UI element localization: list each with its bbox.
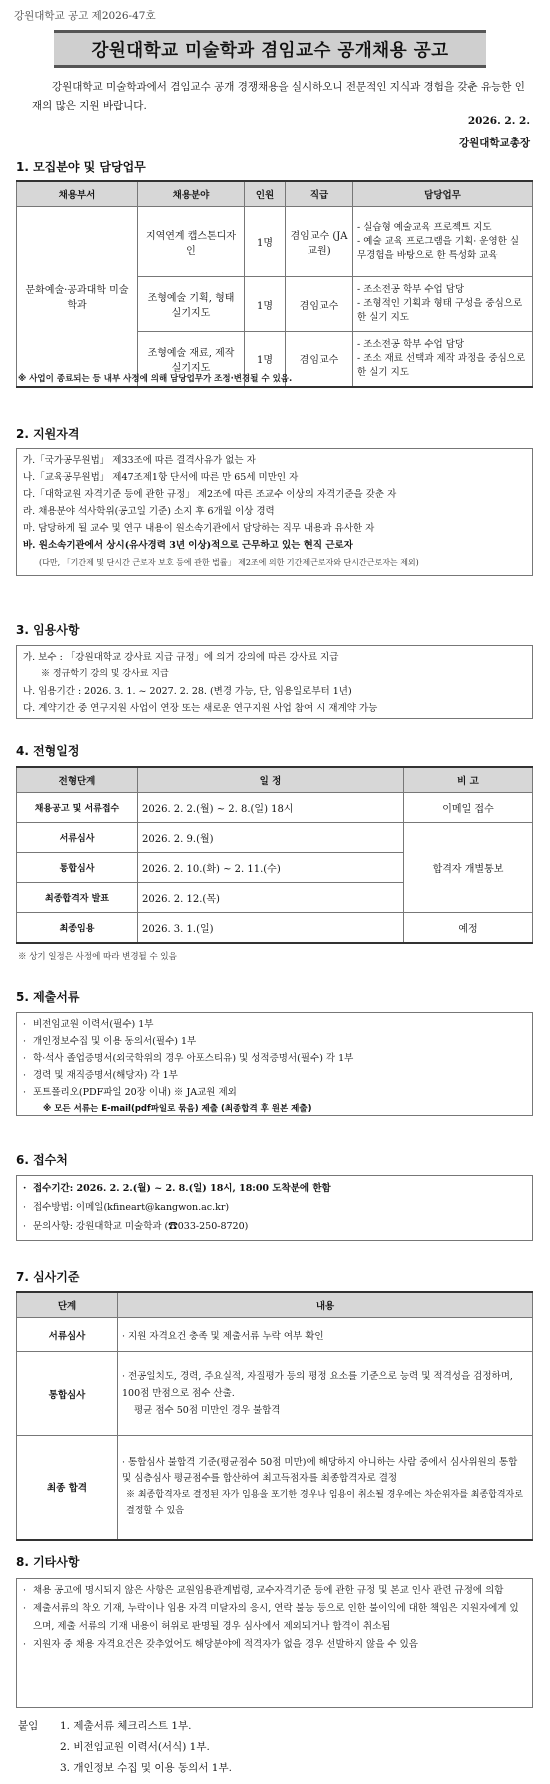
table-row — [17, 1318, 533, 1352]
duty-cell — [353, 207, 533, 277]
section-title: 4. 전형일정 — [16, 744, 80, 758]
qualification-item: 마. 담당하게 될 교수 및 연구 내용이 원소속기관에서 담당하는 직무 내용과 유사한 자 — [23, 523, 375, 534]
criteria-sub: ※ 최종합격자로 결정된 자가 임용을 포기한 경우나 임용이 취소될 경우에는 차순위자를 최종합격자로 결정할 수 있음 — [126, 1490, 523, 1517]
stage-cell: 통합심사 — [17, 853, 138, 883]
field-cell: 지역연계 캡스톤디자인 — [138, 207, 245, 277]
criteria-text: · 통합심사 불합격 기준(평균점수 50점 미만)에 해당하지 아니하는 사람 중에서 심사위원의 통합 및 심층심사 평균점수를 합산하여 최고득점자를 최종합격자로 결정 — [122, 1457, 518, 1485]
qualification-item: 나.「교육공무원법」 제47조제1항 단서에 따른 만 65세 미만인 자 — [23, 472, 299, 483]
qualification-item: 다.「대학교원 자격기준 등에 관한 규정」 제2조에 따른 조교수 이상의 자격기준을 갖춘 자 — [23, 489, 397, 500]
criteria-table — [16, 1291, 533, 1541]
criteria-cell — [118, 1352, 533, 1436]
stage-cell: 채용공고 및 서류접수 — [17, 793, 138, 823]
count-cell: 1명 — [245, 332, 286, 387]
section-title: 5. 제출서류 — [16, 990, 80, 1004]
attachment-item: 3. 개인정보 수집 및 이용 동의서 1부. — [60, 1762, 232, 1774]
duty-cell — [353, 277, 533, 332]
duty-line: - 조소 재료 선택과 제작 과정을 중심으로 한 실기 지도 — [357, 352, 526, 378]
stage-cell: 최종임용 — [17, 913, 138, 943]
stage-cell: 서류심사 — [17, 1318, 118, 1352]
rank-cell: 겸임교수 (JA교원) — [286, 207, 353, 277]
reception-item: · 문의사항: 강원대학교 미술학과 (☎033-250-8720) — [23, 1217, 526, 1236]
date-cell: 2026. 2. 2.(월) ~ 2. 8.(일) 18시 — [138, 793, 404, 823]
criteria-text: · 전공일치도, 경력, 주요실적, 자질평가 등의 평정 요소를 기준으로 능력 및 적격성을 검정하며, 100점 만점으로 점수 산출. — [122, 1371, 513, 1399]
criteria-cell: · 지원 자격요건 충족 및 제출서류 누락 여부 확인 — [118, 1318, 533, 1352]
qualification-item: 바. 원소속기관에서 상시(유사경력 3년 이상)적으로 근무하고 있는 현직 근로자 — [23, 540, 353, 551]
misc-item: · 지원자 중 채용 자격요건은 갖추었어도 해당분야에 적격자가 없을 경우 선발하지 않을 수 있음 — [23, 1636, 526, 1654]
date-cell: 2026. 2. 12.(목) — [138, 883, 404, 913]
section-title: 6. 접수처 — [16, 1153, 68, 1167]
table-row — [17, 913, 533, 943]
col-header: 전형단계 — [17, 767, 138, 793]
qualification-item: 가.「국가공무원법」 제33조에 따른 결격사유가 없는 자 — [23, 455, 256, 466]
stage-cell: 서류심사 — [17, 823, 138, 853]
table-row — [17, 207, 533, 277]
reception-item: · 접수방법: 이메일(kfineart@kangwon.ac.kr) — [23, 1198, 526, 1217]
date-cell: 2026. 2. 9.(월) — [138, 823, 404, 853]
stage-cell: 최종 합격 — [17, 1436, 118, 1540]
document-item: · 학·석사 졸업증명서(외국학위의 경우 아포스티유) 및 성적증명서(필수) 각 1부 — [23, 1050, 526, 1067]
appointment-item: 가. 보수 : 「강원대학교 강사료 지급 규정」에 의거 강의에 따른 강사료 지급 — [23, 652, 339, 663]
col-header: 직급 — [286, 181, 353, 207]
col-header: 담당업무 — [353, 181, 533, 207]
col-header: 일 정 — [138, 767, 404, 793]
criteria-sub: 평균 점수 50점 미만인 경우 불합격 — [134, 1405, 281, 1416]
documents-box — [16, 1012, 533, 1116]
attachment-item: 1. 제출서류 체크리스트 1부. — [60, 1720, 192, 1732]
document-item: · 경력 및 재직증명서(해당자) 각 1부 — [23, 1067, 526, 1084]
document-item: · 비전임교원 이력서(필수) 1부 — [23, 1016, 526, 1033]
col-header: 단계 — [17, 1292, 118, 1318]
section-note: ※ 상기 일정은 사정에 따라 변경될 수 있음 — [18, 952, 177, 962]
appointment-item: 다. 계약기간 중 연구지원 사업이 연장 또는 새로운 연구지원 사업 참여 시 재계약 가능 — [23, 703, 378, 714]
col-header: 채용부서 — [17, 181, 138, 207]
field-cell: 조형예술 기획, 형태 실기지도 — [138, 277, 245, 332]
recruitment-table — [16, 180, 533, 388]
schedule-table — [16, 766, 533, 944]
section-title: 2. 지원자격 — [16, 427, 80, 441]
duty-line: - 실습형 예술교육 프로젝트 지도 — [357, 221, 492, 233]
appointment-box — [16, 645, 533, 719]
appointment-subnote: ※ 정규학기 강의 및 강사료 지급 — [41, 669, 169, 679]
section-title: 1. 모집분야 및 담당업무 — [16, 160, 146, 174]
duty-line: - 조소전공 학부 수업 담당 — [357, 284, 465, 295]
misc-item: · 제출서류의 착오 기재, 누락이나 임용 자격 미달자의 응시, 연락 불능 등으로 인한 불이익에 대한 책임은 지원자에게 있으며, 제출 서류의 기재 내용이 허위로 판명될 경우 심사에서 제외되거나 합격이 취소됨 — [23, 1600, 526, 1636]
col-header: 비 고 — [404, 767, 533, 793]
section-note: ※ 사업이 종료되는 등 내부 사정에 의해 담당업무가 조정·변경될 수 있음. — [18, 374, 293, 384]
col-header: 인원 — [245, 181, 286, 207]
table-row — [17, 823, 533, 853]
stage-cell: 최종합격자 발표 — [17, 883, 138, 913]
col-header: 채용분야 — [138, 181, 245, 207]
date-cell: 2026. 2. 10.(화) ~ 2. 11.(수) — [138, 853, 404, 883]
qualification-item: 라. 채용분야 석사학위(공고일 기준) 소지 후 6개월 이상 경력 — [23, 506, 275, 517]
field-cell: 조형예술 재료, 제작 실기지도 — [138, 332, 245, 387]
rank-cell: 겸임교수 — [286, 277, 353, 332]
duty-line: - 조형적인 기획과 형태 구성을 중심으로 한 실기 지도 — [357, 298, 523, 323]
count-cell: 1명 — [245, 207, 286, 277]
remark-cell: 합격자 개별통보 — [404, 823, 533, 913]
reception-box — [16, 1175, 533, 1241]
section-title: 7. 심사기준 — [16, 1270, 80, 1284]
notice-date: 2026. 2. 2. — [467, 115, 530, 127]
section-title: 8. 기타사항 — [16, 1555, 80, 1569]
section-title: 3. 임용사항 — [16, 623, 80, 637]
attachments-label: 붙임 — [18, 1720, 39, 1732]
notice-number: 강원대학교 공고 제2026-47호 — [14, 10, 156, 22]
qualification-note: (다만, 「기간제 및 단시간 근로자 보호 등에 관한 법률」 제2조에 의한 기간제근로자와 단시간근로자는 제외) — [39, 558, 419, 567]
notice-signer: 강원대학교총장 — [458, 137, 530, 149]
criteria-cell — [118, 1436, 533, 1540]
col-header: 내용 — [118, 1292, 533, 1318]
stage-cell: 통합심사 — [17, 1352, 118, 1436]
appointment-item: 나. 임용기간 : 2026. 3. 1. ~ 2027. 2. 28. (변경 가능, 단, 임용일로부터 1년) — [23, 686, 352, 697]
document-item: · 개인정보수집 및 이용 동의서(필수) 1부 — [23, 1033, 526, 1050]
document-item: · 포트폴리오(PDF파일 20장 이내) ※ JA교원 제외 — [23, 1084, 526, 1101]
date-cell: 2026. 3. 1.(일) — [138, 913, 404, 943]
table-row — [17, 1352, 533, 1436]
attachment-item: 2. 비전임교원 이력서(서식) 1부. — [60, 1741, 210, 1753]
misc-item: · 채용 공고에 명시되지 않은 사항은 교원임용관계법령, 교수자격기준 등에 관한 규정 및 본교 인사 관련 규정에 의함 — [23, 1582, 526, 1600]
documents-note: ※ 모든 서류는 E-mail(pdf파일로 묶음) 제출 (최종합격 후 원본 제출) — [43, 1104, 312, 1114]
reception-item: · 접수기간: 2026. 2. 2.(월) ~ 2. 8.(일) 18시, 18:00 도착분에 한함 — [23, 1179, 526, 1198]
page-title-bar — [54, 30, 486, 68]
qualification-box — [16, 448, 533, 576]
duty-line: - 예술 교육 프로그램을 기획· 운영한 실무경험을 바탕으로 한 특성화 교육 — [357, 235, 520, 261]
duty-line: - 조소전공 학부 수업 담당 — [357, 338, 465, 350]
dept-cell: 문화예술·공과대학 미술학과 — [17, 207, 138, 387]
attachments — [18, 1716, 232, 1779]
remark-cell: 이메일 접수 — [404, 793, 533, 823]
intro-text: 강원대학교 미술학과에서 겸임교수 공개 경쟁채용을 실시하오니 전문적인 지식과 경험을 갖춘 유능한 인재의 많은 지원 바랍니다. — [32, 81, 525, 112]
page-title: 강원대학교 미술학과 겸임교수 공개채용 공고 — [91, 40, 449, 61]
count-cell: 1명 — [245, 277, 286, 332]
misc-box — [16, 1578, 533, 1708]
table-row — [17, 793, 533, 823]
duty-cell — [353, 332, 533, 387]
remark-cell: 예정 — [404, 913, 533, 943]
rank-cell: 겸임교수 — [286, 332, 353, 387]
table-row — [17, 1436, 533, 1540]
